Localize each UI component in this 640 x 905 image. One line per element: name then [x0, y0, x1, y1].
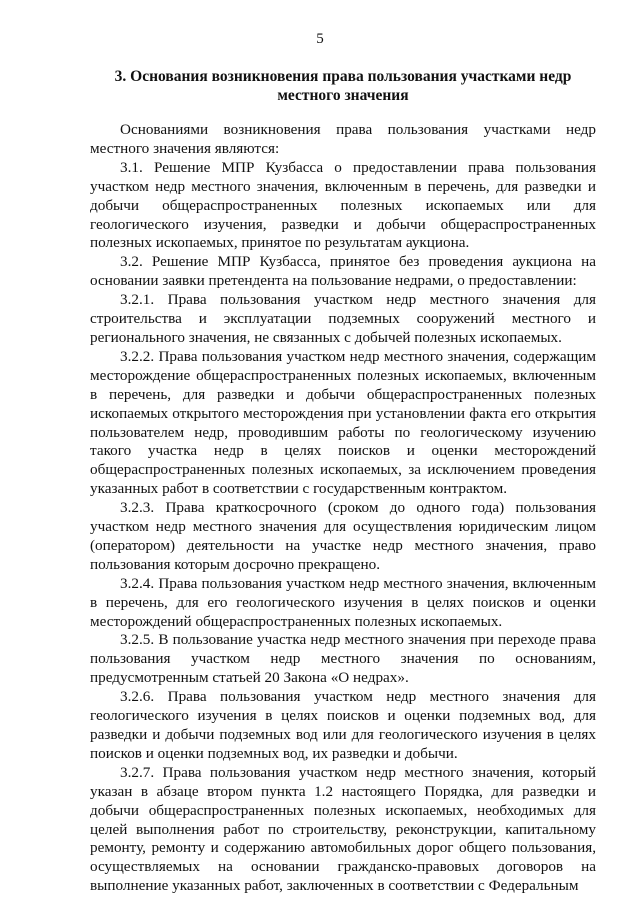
paragraph-3-2-4: 3.2.4. Права пользования участком недр местного значения, включенным в перечень, для его геологического изучения в целях поисков и оценки месторождений общераспространенных полезных ископаемых. — [90, 574, 596, 630]
paragraph-3-2: 3.2. Решение МПР Кузбасса, принятое без проведения аукциона на основании заявки претендента на пользование недрами, о предоставлении: — [90, 253, 596, 290]
section-heading: 3. Основания возникновения права пользования участками недр местного значения — [114, 68, 572, 104]
page-number: 5 — [316, 31, 324, 47]
paragraph-3-2-6: 3.2.6. Права пользования участком недр местного значения для геологического изучения в целях поисков и оценки подземных вод, для разведки и добычи подземных вод или для геологического изучения в целях поисков и оценки подземных вод, их разведки и добычи. — [90, 688, 596, 762]
document-body — [90, 121, 596, 896]
paragraph-3-2-2: 3.2.2. Права пользования участком недр местного значения, содержащим месторождение общераспространенных полезных ископаемых, включенным в перечень, для разведки и добычи общераспространенных полезных ископаемых открытого месторождения при установлении факта его открытия пользователем недр, проводившим работы по геологическому изучению такого участка недр в целях поисков и оценки месторождений общераспространенных полезных ископаемых, за исключением проведения указанных работ в соответствии с государственным контрактом. — [90, 347, 596, 498]
paragraph-3-2-7: 3.2.7. Права пользования участком недр местного значения, который указан в абзаце втором пункта 1.2 настоящего Порядка, для разведки и добычи общераспространенных полезных ископаемых, необходимых для целей выполнения работ по строительству, реконструкции, капитальному ремонту, ремонту и содержанию автомобильных дорог общего пользования, осуществляемых на основании гражданско-правовых договоров на выполнение указанных работ, заключенных в соответствии с Федеральным — [90, 763, 596, 895]
paragraph-3-2-1: 3.2.1. Права пользования участком недр местного значения для строительства и эксплуатации подземных сооружений местного и регионального значения, не связанных с добычей полезных ископаемых. — [90, 291, 596, 346]
paragraph-intro: Основаниями возникновения права пользования участками недр местного значения являются: — [90, 121, 596, 157]
paragraph-3-2-5: 3.2.5. В пользование участка недр местного значения при переходе права пользования участком недр местного значения по основаниям, предусмотренным статьей 20 Закона «О недрах». — [90, 631, 596, 687]
paragraph-3-1: 3.1. Решение МПР Кузбасса о предоставлении права пользования участком недр местного значения, включенным в перечень, для разведки и добычи общераспространенных полезных ископаемых или для геологического изучения, разведки и добычи общераспространенных полезных ископаемых, принятое по результатам аукциона. — [90, 158, 596, 252]
paragraph-3-2-3: 3.2.3. Права краткосрочного (сроком до одного года) пользования участком недр местного значения для осуществления юридическим лицом (оператором) деятельности на участке недр местного значения, право пользования которым досрочно прекращено. — [90, 499, 596, 573]
